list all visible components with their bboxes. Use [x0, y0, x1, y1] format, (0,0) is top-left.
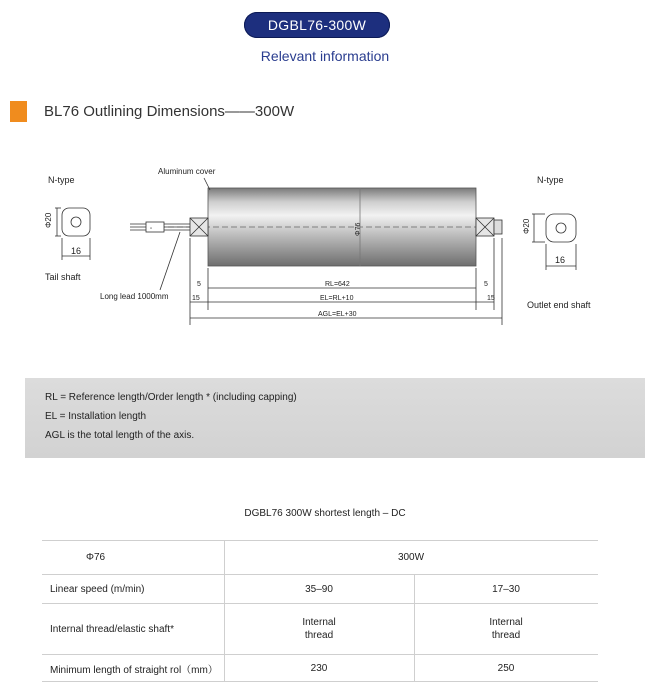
agl-dimension: AGL=EL+30 [318, 311, 357, 318]
row-label: Linear speed (m/min) [50, 583, 145, 595]
table-row [42, 604, 598, 655]
definitions-box [25, 378, 645, 458]
table-row [42, 575, 598, 604]
section-marker [10, 101, 27, 122]
long-lead-label: Long lead 1000mm [100, 292, 169, 301]
left-shaft-end-view [62, 208, 90, 236]
left-width-label: 16 [71, 246, 82, 256]
dim-15-right: 15 [487, 295, 495, 302]
table-title: DGBL76 300W shortest length – DC [244, 508, 406, 519]
row-value-a: 35–90 [305, 583, 333, 595]
note-agl: AGL is the total length of the axis. [45, 430, 195, 441]
el-dimension: EL=RL+10 [320, 295, 354, 302]
row-label: Internal thread/elastic shaft* [50, 623, 174, 635]
note-el: EL = Installation length [45, 411, 147, 422]
dim-5-left: 5 [197, 281, 201, 288]
right-diameter-label: Φ20 [522, 218, 531, 234]
right-type-label: N-type [537, 175, 564, 185]
svg-text:▫: ▫ [150, 226, 153, 232]
model-badge: DGBL76-300W [244, 12, 390, 38]
section-title: BL76 Outlining Dimensions——300W [44, 103, 295, 120]
row-value-b: Internal thread [489, 617, 523, 641]
row-value-a: Internal thread [302, 617, 336, 641]
outlet-shaft-label: Outlet end shaft [527, 300, 591, 310]
header-power: 300W [397, 551, 425, 563]
dim-15-left: 15 [192, 295, 200, 302]
page-subtitle: Relevant information [260, 48, 390, 64]
table-row [42, 655, 598, 682]
left-type-label: N-type [48, 175, 75, 185]
header-diameter: Φ76 [86, 551, 106, 563]
row-label: Minimum length of straight rol（mm） [50, 664, 218, 676]
rl-dimension: RL=642 [325, 281, 350, 288]
note-rl: RL = Reference length/Order length * (including capping) [45, 392, 297, 403]
dim-5-right: 5 [484, 281, 488, 288]
roller-diameter-label: Φ76 [355, 222, 362, 236]
right-shaft-end-view [546, 214, 576, 242]
roller-dimension-drawing [0, 150, 650, 340]
left-diameter-label: Φ20 [44, 212, 53, 228]
aluminum-cover-label: Aluminum cover [158, 167, 216, 176]
row-value-a: 230 [310, 662, 328, 674]
table-header-row [42, 540, 598, 575]
tail-shaft-label: Tail shaft [45, 272, 81, 282]
right-width-label: 16 [555, 255, 566, 265]
row-value-b: 250 [497, 662, 515, 674]
row-value-b: 17–30 [492, 583, 520, 595]
